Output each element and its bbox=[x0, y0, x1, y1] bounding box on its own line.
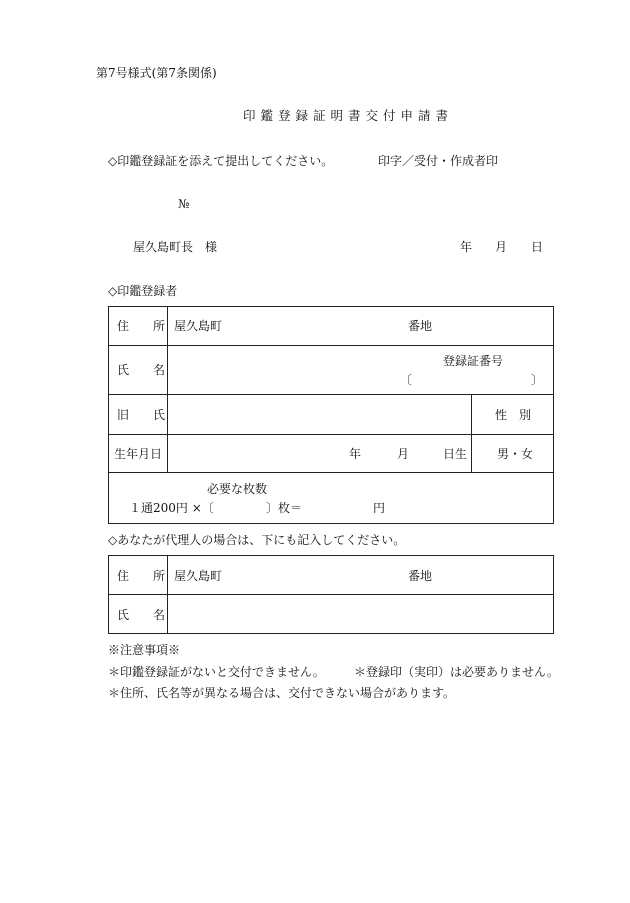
row-divider bbox=[108, 472, 554, 473]
page-title: 印鑑登録証明書交付申請書 bbox=[243, 108, 454, 123]
date-year: 年 bbox=[460, 240, 473, 254]
row-divider bbox=[108, 394, 554, 395]
column-divider bbox=[167, 555, 168, 634]
column-divider bbox=[167, 306, 168, 472]
proxy-address-suffix: 番地 bbox=[408, 569, 433, 583]
note-3: ＊住所、氏名等が異なる場合は、交付できない場合があります。 bbox=[108, 686, 456, 700]
address-field[interactable]: 屋久島町 bbox=[174, 319, 223, 333]
gender-label: 性 別 bbox=[495, 408, 532, 422]
column-divider bbox=[471, 394, 472, 472]
gender-value[interactable]: 男・女 bbox=[497, 447, 534, 461]
proxy-address-label: 住 所 bbox=[117, 569, 166, 583]
row-divider bbox=[108, 434, 554, 435]
copies-unit: 〕枚＝ bbox=[266, 501, 303, 515]
note-2: ＊登録印（実印）は必要ありません。 bbox=[354, 665, 559, 679]
addressee: 屋久島町長 様 bbox=[133, 240, 218, 254]
proxy-name-label: 氏 名 bbox=[117, 608, 166, 622]
address-label: 住 所 bbox=[117, 319, 166, 333]
row-divider bbox=[108, 594, 554, 595]
name-label: 氏 名 bbox=[117, 363, 166, 377]
date-day: 日 bbox=[531, 240, 544, 254]
bracket-close: 〕 bbox=[531, 373, 544, 387]
proxy-heading: ◇あなたが代理人の場合は、下にも記入してください。 bbox=[108, 533, 406, 547]
row-divider bbox=[108, 345, 554, 346]
copies-price: １通200円 ×〔 bbox=[129, 501, 214, 515]
form-number: 第7号様式(第7条関係) bbox=[96, 66, 217, 80]
registrant-heading: ◇印鑑登録者 bbox=[108, 284, 178, 298]
note-1: ＊印鑑登録証がないと交付できません。 bbox=[108, 665, 325, 679]
former-name-label: 旧 氏 bbox=[117, 408, 166, 422]
address-suffix: 番地 bbox=[408, 319, 433, 333]
bracket-open: 〔 bbox=[400, 373, 413, 387]
number-label: № bbox=[178, 197, 190, 211]
proxy-address-field[interactable]: 屋久島町 bbox=[174, 569, 223, 583]
birth-month: 月 bbox=[397, 447, 410, 461]
copies-label: 必要な枚数 bbox=[207, 482, 268, 496]
copies-yen: 円 bbox=[373, 501, 386, 515]
registrant-table bbox=[108, 306, 554, 524]
instruction-text: ◇印鑑登録証を添えて提出してください。 bbox=[108, 154, 334, 168]
stamp-label: 印字／受付・作成者印 bbox=[378, 154, 499, 168]
birth-label: 生年月日 bbox=[114, 447, 163, 461]
date-month: 月 bbox=[495, 240, 508, 254]
reg-number-label: 登録証番号 bbox=[443, 354, 504, 368]
birth-day: 日生 bbox=[443, 447, 468, 461]
birth-year: 年 bbox=[349, 447, 362, 461]
notes-heading: ※注意事項※ bbox=[108, 643, 181, 657]
